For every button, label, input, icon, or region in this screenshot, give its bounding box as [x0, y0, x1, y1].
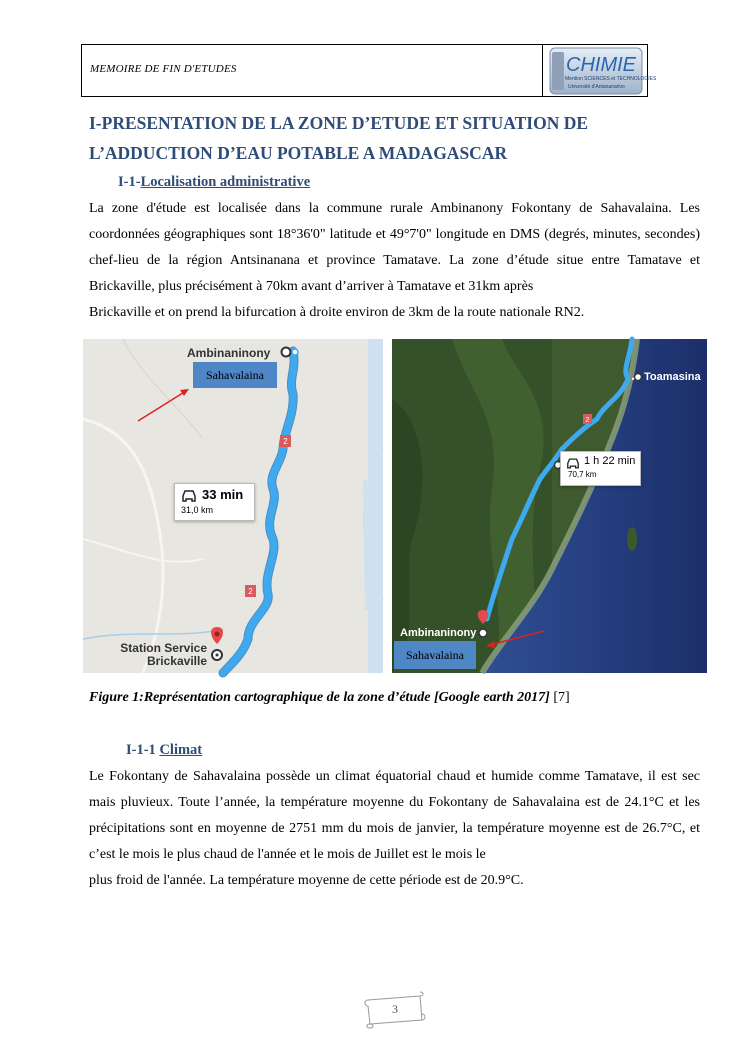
route-badge-left-1	[280, 435, 291, 447]
page-number-scroll	[362, 990, 428, 1030]
svg-text:CHIMIE: CHIMIE	[566, 54, 636, 76]
map-right-duration-box	[560, 451, 641, 486]
car-icon	[181, 490, 197, 502]
car-icon	[566, 458, 580, 469]
map-right-sahavalaina-box: Sahavalaina	[394, 641, 476, 669]
map-left-ambinaninony-label: Ambinaninony	[187, 346, 271, 360]
svg-text:2: 2	[585, 417, 590, 424]
route-badge-right	[583, 414, 592, 424]
map-left-duration: 33 min	[202, 487, 244, 502]
figure-caption: Figure 1:Représentation cartographique de la zone d’étude [Google earth 2017] [7]	[89, 690, 570, 705]
page-number: 3	[392, 1002, 398, 1016]
svg-text:2: 2	[283, 437, 288, 446]
subsection-localisation: I-1-Localisation administrative	[118, 174, 311, 190]
map-left-distance: 31,0 km	[181, 505, 214, 515]
map-left-sahavalaina-box: Sahavalaina	[193, 362, 277, 388]
map-right-ambinaninony-label: Ambinaninony	[400, 627, 477, 639]
paragraph-climat: Le Fokontany de Sahavalaina possède un climat équatorial chaud et humide comme Tamatave, il est sec mais pluvieux. Toute l’année, la température moyenne du Fokontany de Sahavalaina est de 24.1°C et les précipitations sont en moyenne de 2751 mm du mois de janvier, la température moyenne est de 26.7°C, et c’est le mois le plus chaud de l'année et le mois de Juillet est le mois le plus froid de l'année. La température moyenne de cette période est de 20.9°C.	[89, 769, 700, 888]
map-left	[83, 339, 383, 673]
map-right	[392, 339, 707, 673]
svg-text:Mention SCIENCES et TECHNOLOGI: Mention SCIENCES et TECHNOLOGIES	[565, 76, 657, 82]
svg-text:Université d'Antananarivo: Université d'Antananarivo	[568, 84, 625, 90]
chimie-logo	[548, 46, 657, 96]
map-left-destination-label: Station Service Brickaville	[120, 641, 207, 668]
map-left-duration-box	[174, 483, 255, 521]
route-badge-left-2	[245, 585, 256, 597]
paragraph-localisation: La zone d'étude est localisée dans la commune rurale Ambinanony Fokontany de Sahavalaina. Les coordonnées géographiques sont 18°36'0" latitude et 49°7'0" longitude en DMS (degrés, minutes, secondes) chef-lieu de la région Antsinanana et province Tamatave. La zone d’étude situe entre Tamatave et Brickaville, plus précisément à 70km avant d’arriver à Tamatave et 31km après Brickaville et on prend la bifurcation à droite environ de 3km de la route nationale RN2.	[89, 201, 700, 320]
map-right-city-label: Toamasina	[644, 371, 701, 383]
map-right-distance: 70,7 km	[568, 470, 597, 479]
section-title-line2: L’ADDUCTION D’EAU POTABLE A MADAGASCAR	[89, 143, 508, 163]
header-divider	[542, 44, 543, 97]
subsection-climat: I-1-1 Climat	[126, 742, 203, 758]
section-title-line1: I-PRESENTATION DE LA ZONE D’ETUDE ET SITUATION DE	[89, 113, 589, 133]
header-title: MEMOIRE DE FIN D'ETUDES	[90, 63, 237, 75]
svg-text:2: 2	[248, 587, 253, 596]
map-right-duration: 1 h 22 min	[584, 455, 636, 467]
